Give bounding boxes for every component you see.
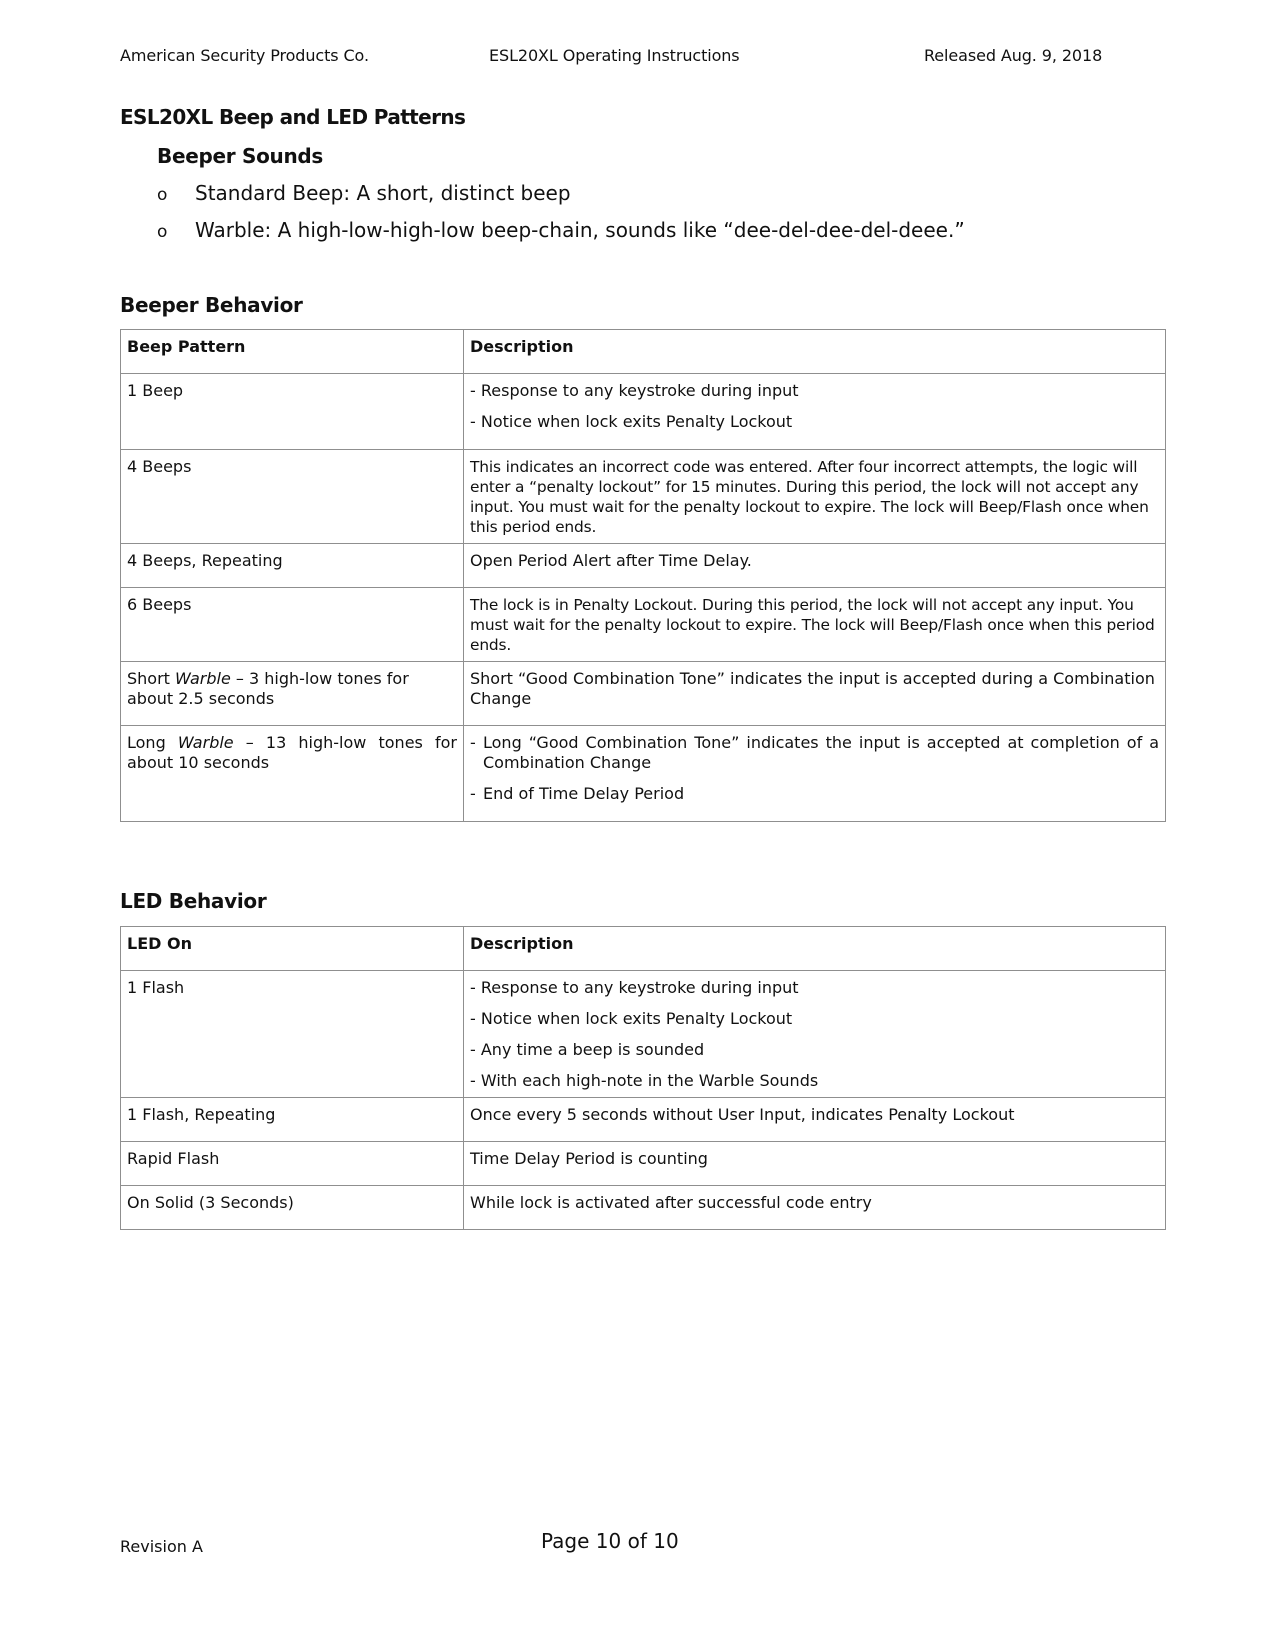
description-line: - Notice when lock exits Penalty Lockout (470, 1009, 793, 1028)
led-pattern-cell: 1 Flash (121, 971, 464, 1098)
beep-pattern-cell (121, 662, 464, 726)
beep-pattern-cell (121, 726, 464, 822)
beep-pattern-cell: 6 Beeps (121, 588, 464, 662)
description-line: Long “Good Combination Tone” indicates the input is accepted at completion of a Combination Change (483, 733, 1159, 772)
table-row (121, 726, 1166, 822)
description-cell: Time Delay Period is counting (464, 1142, 1166, 1186)
pattern-prefix: Short (127, 669, 176, 688)
led-behavior-heading: LED Behavior (120, 889, 267, 913)
description-cell: The lock is in Penalty Lockout. During this period, the lock will not accept any input. You must wait for the penalty lockout to expire. The lock will Beep/Flash once when this period ends. (464, 588, 1166, 662)
description-line: - Response to any keystroke during input (470, 978, 799, 997)
beep-pattern-cell: 4 Beeps (121, 450, 464, 544)
dash-bullet: - (470, 784, 476, 803)
led-pattern-cell: On Solid (3 Seconds) (121, 1186, 464, 1230)
description-cell (464, 971, 1166, 1098)
table-row (121, 588, 1166, 662)
description-cell: Open Period Alert after Time Delay. (464, 544, 1166, 588)
description-list-item (470, 733, 1159, 773)
header-company: American Security Products Co. (120, 46, 369, 65)
bullet-item (157, 218, 965, 242)
description-line: - With each high-note in the Warble Sounds (470, 1071, 819, 1090)
column-header-description: Description (464, 927, 1166, 971)
bullet-text: Standard Beep: A short, distinct beep (195, 181, 571, 205)
bullet-item (157, 181, 571, 205)
column-header-beep-pattern: Beep Pattern (121, 330, 464, 374)
footer-revision: Revision A (120, 1537, 203, 1556)
beep-pattern-cell: 1 Beep (121, 374, 464, 450)
beeper-behavior-heading: Beeper Behavior (120, 293, 303, 317)
beeper-sounds-heading: Beeper Sounds (157, 144, 324, 168)
table-row (121, 971, 1166, 1098)
description-cell: Short “Good Combination Tone” indicates the input is accepted during a Combination Change (464, 662, 1166, 726)
table-header-row (121, 927, 1166, 971)
description-line: - Notice when lock exits Penalty Lockout (470, 412, 793, 431)
beeper-behavior-table (120, 329, 1166, 822)
pattern-prefix: Long (127, 733, 178, 752)
description-cell: This indicates an incorrect code was entered. After four incorrect attempts, the logic will enter a “penalty lockout” for 15 minutes. During this period, the lock will not accept any input. You must wait for the penalty lockout to expire. The lock will Beep/Flash once when this period ends. (464, 450, 1166, 544)
description-cell: Once every 5 seconds without User Input, indicates Penalty Lockout (464, 1098, 1166, 1142)
led-behavior-table (120, 926, 1166, 1230)
beep-pattern-cell: 4 Beeps, Repeating (121, 544, 464, 588)
footer-page-number: Page 10 of 10 (541, 1529, 679, 1553)
led-pattern-cell: Rapid Flash (121, 1142, 464, 1186)
description-cell (464, 726, 1166, 822)
table-row (121, 450, 1166, 544)
table-row (121, 544, 1166, 588)
description-line: End of Time Delay Period (483, 784, 685, 803)
section-title: ESL20XL Beep and LED Patterns (120, 105, 466, 129)
table-row (121, 374, 1166, 450)
table-row (121, 1142, 1166, 1186)
bullet-text: Warble: A high-low-high-low beep-chain, sounds like “dee-del-dee-del-deee.” (195, 218, 965, 242)
pattern-italic: Warble (175, 669, 231, 688)
column-header-led-on: LED On (121, 927, 464, 971)
description-cell: While lock is activated after successful code entry (464, 1186, 1166, 1230)
description-cell (464, 374, 1166, 450)
table-header-row (121, 330, 1166, 374)
table-row (121, 1098, 1166, 1142)
table-row (121, 662, 1166, 726)
hollow-circle-bullet-icon: o (157, 222, 168, 242)
description-line: - Response to any keystroke during input (470, 381, 799, 400)
dash-bullet: - (470, 733, 476, 752)
led-pattern-cell: 1 Flash, Repeating (121, 1098, 464, 1142)
column-header-description: Description (464, 330, 1166, 374)
header-doc-title: ESL20XL Operating Instructions (489, 46, 740, 65)
header-release-date: Released Aug. 9, 2018 (924, 46, 1103, 65)
pattern-suffix: – 13 high-low tones for about 10 seconds (127, 733, 457, 772)
pattern-italic: Warble (177, 733, 234, 752)
hollow-circle-bullet-icon: o (157, 185, 168, 205)
table-row (121, 1186, 1166, 1230)
description-list-item (470, 784, 1159, 804)
pattern-suffix: – 3 high-low tones for about 2.5 seconds (127, 669, 409, 708)
description-line: - Any time a beep is sounded (470, 1040, 705, 1059)
